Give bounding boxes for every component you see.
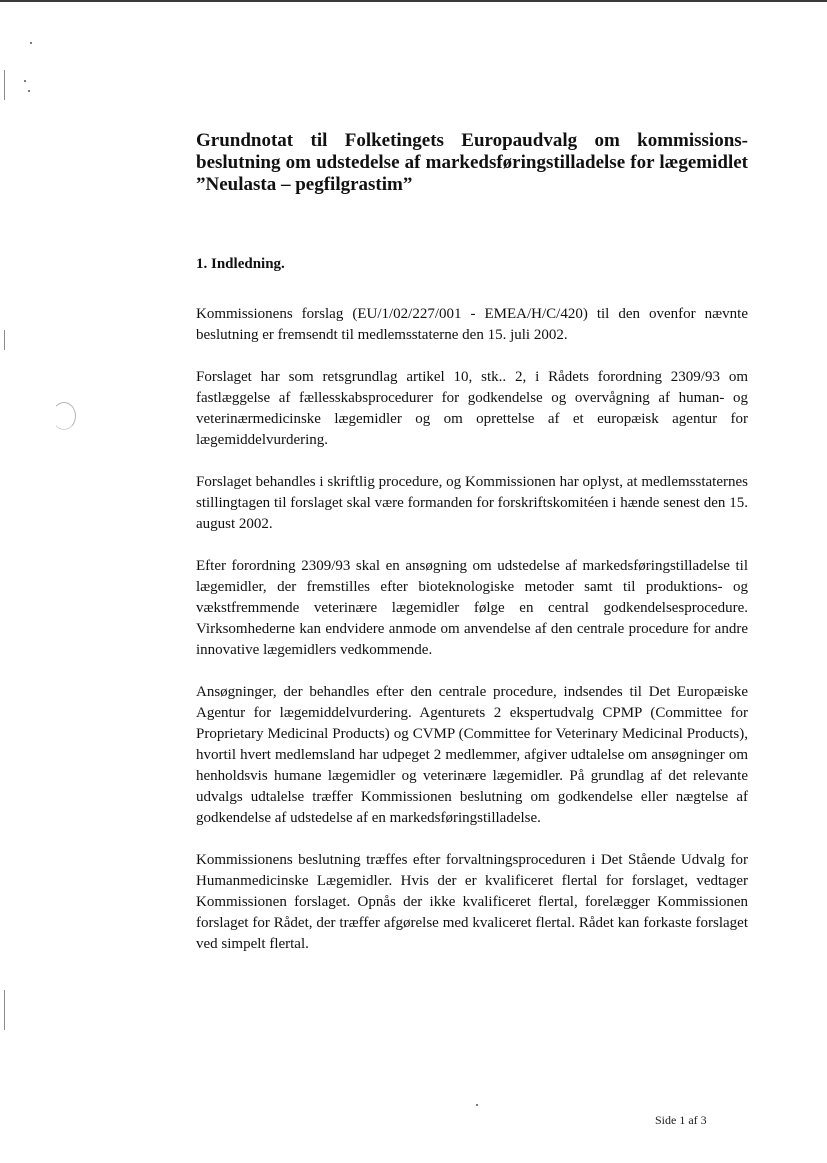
scan-border-top (0, 0, 827, 2)
section-heading: 1. Indledning. (196, 256, 285, 272)
scan-speck (30, 42, 32, 44)
paragraph-regulation: Efter forordning 2309/93 skal en ansøgning om udstedelse af markedsføringstilladelse til lægemidler, der fremstilles efter bioteknologiske metoder samt til produktions- og vækstfremmende veterinære lægemidler følge en central godkendelsesprocedure. Virksomhederne kan endvidere anmode om anvendelse af den centrale procedure for andre innovative lægemidlers vedkommende. (196, 558, 748, 658)
paragraph-commission-decision: Kommissionens beslutning træffes efter forvaltningsproceduren i Det Stående Udvalg for Humanmedicinske Lægemidler. Hvis der er kvalificeret flertal for forslaget, vedtager Kommissionen forslaget. Opnås der ikke kvalificeret flertal, forelægger Kommissionen forslaget for Rådet, der træffer afgørelse med kvaliceret flertal. Rådet kan forkaste forslaget ved simpelt flertal. (196, 852, 748, 952)
scan-border-left-mark (4, 330, 5, 350)
punch-hole-mark (52, 402, 76, 430)
scan-border-left-mark (4, 70, 5, 100)
scan-border-left-mark (4, 990, 5, 1030)
paragraph-proposal: Kommissionens forslag (EU/1/02/227/001 - EMEA/H/C/420) til den ovenfor nævnte beslutning er fremsendt til medlemsstaterne den 15. juli 2002. (196, 306, 748, 343)
paragraph-applications: Ansøgninger, der behandles efter den centrale procedure, indsendes til Det Europæiske Agentur for lægemiddelvurdering. Agenturets 2 ekspertudvalg CPMP (Committee for Proprietary Medicinal Products) og CVMP (Committee for Veterinary Medicinal Products), hvortil hvert medlemsland har udpeget 2 medlemmer, afgiver udtalelse om ansøgninger om henholdsvis humane lægemidler og veterinære lægemidler. På grundlag af det relevante udvalgs udtalelse træffer Kommissionen beslutning om godkendelse eller nægtelse af godkendelse af udstedelse af en markedsføringstilladelse. (196, 684, 748, 826)
scan-speck (28, 90, 30, 92)
document-title: Grundnotat til Folketingets Europaudvalg om kommissions-beslutning om udstedelse af markedsføringstilladelse for lægemidlet ”Neulasta – pegfilgrastim” (196, 130, 748, 195)
scan-speck (24, 80, 26, 82)
paragraph-written-procedure: Forslaget behandles i skriftlig procedure, og Kommissionen har oplyst, at medlemsstaternes stillingtagen til forslaget skal være formanden for forskriftskomitéen i hænde senest den 15. august 2002. (196, 474, 748, 532)
page-number: Side 1 af 3 (655, 1113, 707, 1127)
scan-speck (476, 1104, 478, 1106)
paragraph-legal-basis: Forslaget har som retsgrundlag artikel 10, stk.. 2, i Rådets forordning 2309/93 om fastlæggelse af fællesskabsprocedurer for godkendelse og overvågning af human- og veterinærmedicinske lægemidler og om oprettelse af et europæisk agentur for lægemiddelvurdering. (196, 369, 748, 448)
document-body (196, 130, 748, 976)
